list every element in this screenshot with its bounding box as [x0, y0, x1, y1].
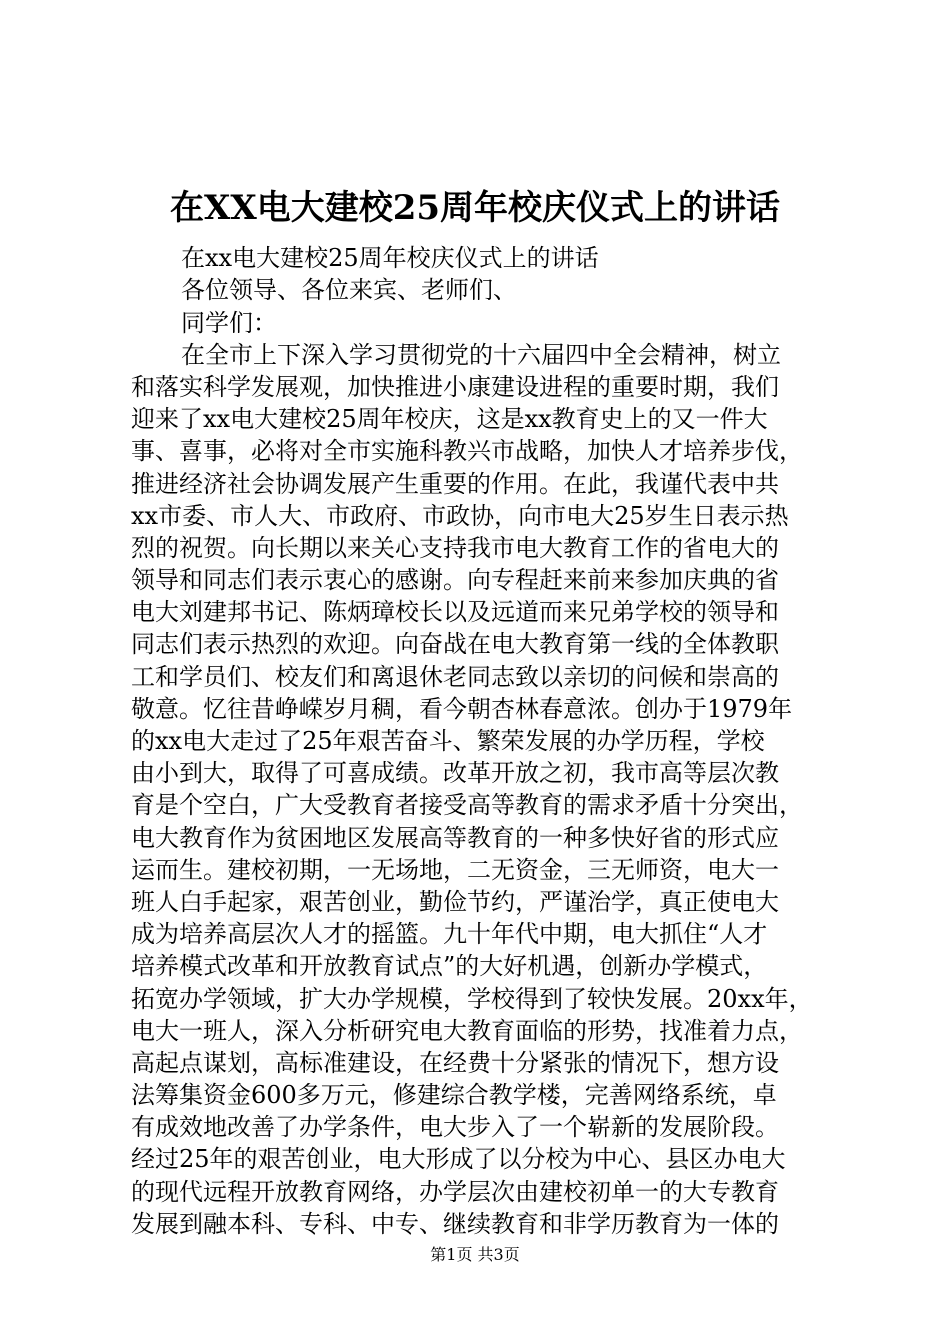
body-line: 电大教育作为贫困地区发展高等教育的一种多快好省的形式应 [131, 823, 779, 852]
document-body [131, 210, 831, 1240]
body-line: 各位领导、各位来宾、老师们、 [181, 276, 517, 305]
body-line: 和落实科学发展观，加快推进小康建设进程的重要时期，我们 [131, 372, 779, 401]
body-line [131, 210, 831, 242]
body-line: 的xx电大走过了25年艰苦奋斗、繁荣发展的办学历程，学校 [131, 727, 765, 755]
body-line: 在xx电大建校25周年校庆仪式上的讲话 [181, 244, 599, 273]
body-line: 同学们： [181, 308, 277, 337]
body-line: xx市委、市人大、市政府、市政协，向市电大25岁生日表示热 [131, 501, 789, 530]
body-line: 迎来了xx电大建校25周年校庆，这是xx教育史上的又一件大 [131, 405, 768, 434]
body-line: 有成效地改善了办学条件，电大步入了一个崭新的发展阶段。 [131, 1113, 779, 1142]
body-line: 培养模式改革和开放教育试点”的大好机遇，创新办学模式， [131, 952, 768, 981]
document-title: 在XX电大建校25周年校庆仪式上的讲话 [169, 188, 781, 228]
body-line: 领导和同志们表示衷心的感谢。向专程赶来前来参加庆典的省 [131, 566, 779, 595]
body-line: 班人白手起家，艰苦创业，勤俭节约，严谨治学，真正使电大 [131, 887, 779, 916]
body-line: 在全市上下深入学习贯彻党的十六届四中全会精神，树立 [181, 340, 781, 369]
body-line: 成为培养高层次人才的摇篮。九十年代中期，电大抓住“人才 [131, 920, 768, 949]
body-line: 烈的祝贺。向长期以来关心支持我市电大教育工作的省电大的 [131, 533, 779, 562]
body-line: 同志们表示热烈的欢迎。向奋战在电大教育第一线的全体教职 [131, 630, 779, 659]
body-line: 的现代远程开放教育网络，办学层次由建校初单一的大专教育 [131, 1177, 779, 1206]
body-line: 事、喜事，必将对全市实施科教兴市战略，加快人才培养步伐， [131, 437, 803, 466]
body-line: 拓宽办学领域，扩大办学规模，学校得到了较快发展。20xx年， [131, 984, 813, 1013]
body-line: 运而生。建校初期，一无场地，二无资金，三无师资，电大一 [131, 855, 779, 884]
page-footer: 第1页 共3页 [430, 1245, 520, 1264]
body-line: 电大刘建邦书记、陈炳璋校长以及远道而来兄弟学校的领导和 [131, 598, 779, 627]
body-line: 高起点谋划，高标准建设，在经费十分紧张的情况下，想方设 [131, 1048, 779, 1077]
body-line: 育是个空白，广大受教育者接受高等教育的需求矛盾十分突出， [131, 791, 803, 820]
body-line: 由小到大，取得了可喜成绩。改革开放之初，我市高等层次教 [131, 759, 779, 788]
body-line: 推进经济社会协调发展产生重要的作用。在此，我谨代表中共 [131, 469, 779, 498]
body-line: 电大一班人，深入分析研究电大教育面临的形势，找准着力点， [131, 1016, 803, 1045]
body-line: 法筹集资金600多万元，修建综合教学楼，完善网络系统，卓 [131, 1081, 777, 1110]
body-line: 经过25年的艰苦创业，电大形成了以分校为中心、县区办电大 [131, 1145, 786, 1174]
body-line: 工和学员们、校友们和离退休老同志致以亲切的问候和崇高的 [131, 662, 779, 691]
body-line: 敬意。忆往昔峥嵘岁月稠，看今朝杏林春意浓。创办于1979年 [131, 694, 793, 723]
body-line: 发展到融本科、专科、中专、继续教育和非学历教育为一体的 [131, 1209, 779, 1238]
